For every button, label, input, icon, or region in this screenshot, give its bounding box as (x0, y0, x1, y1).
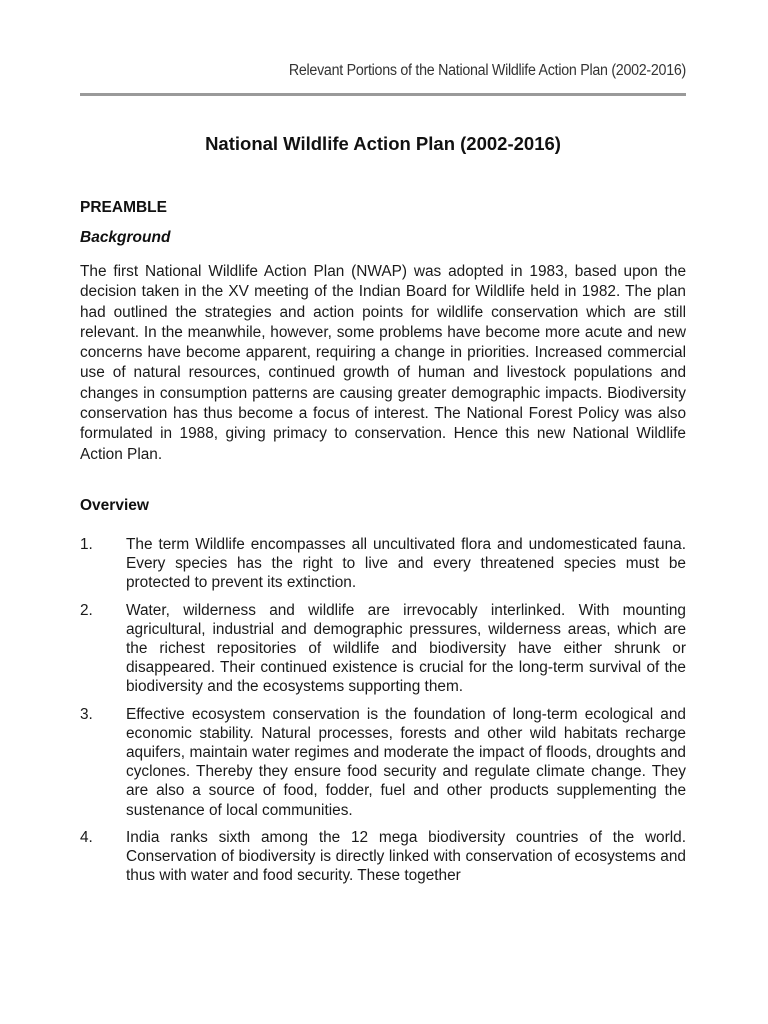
list-item-text: Effective ecosystem conservation is the foundation of long-term ecological and economic stability. Natural processes, forests and other wild habitats recharge aquifers, maintain water regimes and moderate the impact of floods, droughts and cyclones. Thereby they ensure food security and regulate climate change. They are also a source of food, fodder, fuel and other products supplementing the sustenance of local communities. (126, 705, 686, 819)
list-item-text: The term Wildlife encompasses all uncultivated flora and undomesticated fauna. Every species has the right to live and every threatened species must be protected to prevent its extinction. (126, 536, 686, 592)
background-paragraph: The first National Wildlife Action Plan (NWAP) was adopted in 1983, based upon the decision taken in the XV meeting of the Indian Board for Wildlife held in 1982. The plan had outlined the strategies and action points for wildlife conservation which are still relevant. In the meanwhile, however, some problems have become more acute and new concerns have become apparent, requiring a change in priorities. Increased commercial use of natural resources, continued growth of human and livestock populations and changes in consumption patterns are causing greater demographic impacts. Biodiversity conservation has thus become a focus of interest. The National Forest Policy was also formulated in 1988, giving primacy to conservation. Hence this new National Wildlife Action Plan. (80, 263, 686, 463)
list-item-number: 4. (80, 828, 93, 846)
list-item (80, 535, 686, 593)
list-item-number: 2. (80, 601, 93, 619)
overview-list (80, 535, 686, 893)
header-divider (80, 93, 686, 96)
list-item-number: 1. (80, 536, 93, 553)
background-heading: Background (80, 229, 171, 246)
running-header: Relevant Portions of the National Wildlife Action Plan (2002-2016) (288, 62, 686, 79)
list-item (80, 601, 686, 697)
list-item-text: India ranks sixth among the 12 mega biodiversity countries of the world. Conservation of biodiversity is directly linked with conservation of ecosystems and thus with water and food security. These together (126, 828, 686, 885)
list-item (80, 828, 686, 886)
overview-heading: Overview (80, 497, 149, 514)
list-item-number: 3. (80, 705, 93, 723)
document-title: National Wildlife Action Plan (2002-2016) (205, 133, 561, 154)
list-item (80, 705, 686, 820)
preamble-heading: PREAMBLE (80, 199, 167, 216)
list-item-text: Water, wilderness and wildlife are irrevocably interlinked. With mounting agricultural, industrial and demographic pressures, wilderness areas, which are the richest repositories of wildlife and biodiversity have either shrunk or disappeared. Their continued existence is crucial for the long-term survival of the biodiversity and the ecosystems supporting them. (126, 601, 686, 696)
